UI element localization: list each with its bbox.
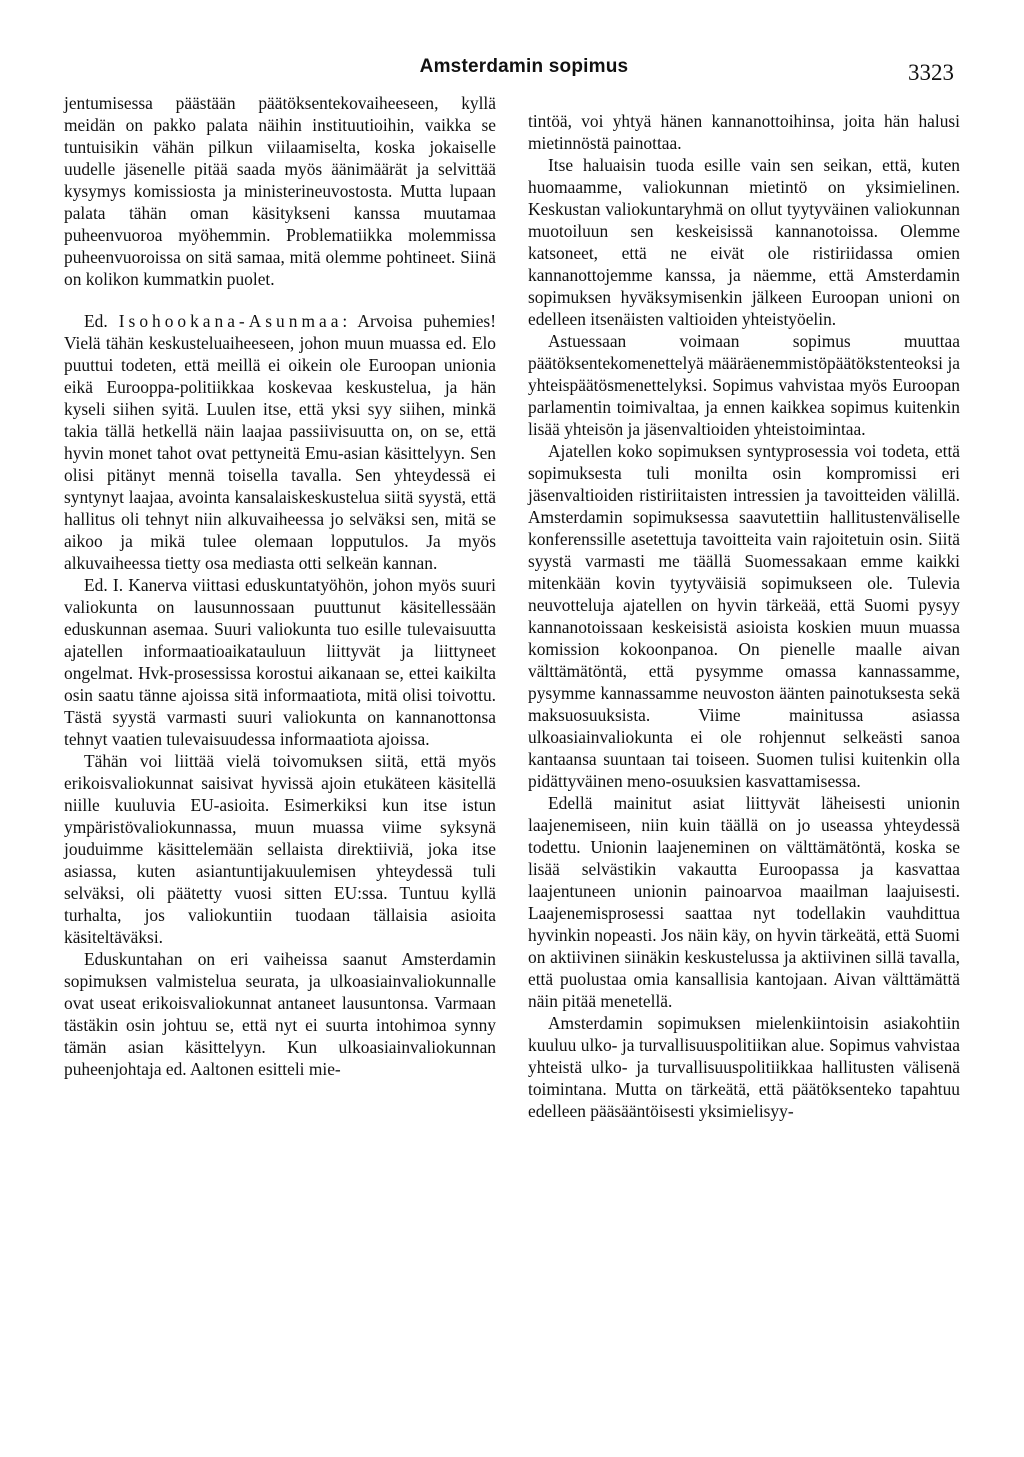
page-number: 3323 <box>908 60 954 85</box>
right-column <box>528 110 960 1122</box>
paragraph: tintöä, voi yhtyä hänen kannanottoihinsa, joita hän halusi mietinnöstä painottaa. <box>528 111 960 153</box>
paragraph: Edellä mainitut asiat liittyvät läheisesti unionin laajenemiseen, niin kuin täällä on jo useassa yhteydessä todettu. Unionin laajeneminen on välttämätöntä, koska se lisää selvästikin vakautta Euroopassa ja kasvattaa laajentuneen unionin painoarvoa maailman laajuisesti. Laajenemisprosessi saattaa nyt todellakin vauhdittua hyvinkin nopeasti. Jos näin käy, on hyvin tärkeätä, että Suomi on aktiivinen siinäkin keskustelussa ja aktiivinen sillä tavalla, että puolustaa omia kansallisia kantojaan. Aivan välttämättä näin pitää menetellä. <box>528 793 960 1011</box>
paragraph: Astuessaan voimaan sopimus muuttaa päätöksentekomenettelyä määräenemmistöpäätökstenteoksi ja yhteispäätösmenettelyksi. Sopimus vahvistaa myös Euroopan parlamentin toimivaltaa, ja ennen kaikkea sopimus kuitenkin lisää yhteisön ja jäsenvaltioiden yhteistoimintaa. <box>528 331 960 439</box>
paragraph: Amsterdamin sopimuksen mielenkiintoisin asiakohtiin kuuluu ulko- ja turvallisuuspolitiikan alue. Sopimus vahvistaa yhteistä ulko- ja turvallisuuspolitiikkaa hallitusten välisenä toimintana. Mutta on tärkeätä, että päätöksenteko tapahtuu edelleen pääsääntöisesti yksimielisyy- <box>528 1013 960 1121</box>
paragraph: Tähän voi liittää vielä toivomuksen siitä, että myös erikoisvaliokunnat saisivat hyvissä ajoin etukäteen käsitellä niille kuuluvia EU-asioita. Esimerkiksi kun itse istun ympäristövaliokunnassa, muun muassa viime syksynä jouduimme käsittelemään sellaista direktiiviä, joka itse asiassa, kuten asiantuntijakuulemisen yhteydessä tuli selväksi, oli päätetty vuosi sitten EU:ssa. Tuntuu kyllä turhalta, jos valiokuntiin tuodaan tällaisia asioita käsiteltäväksi. <box>64 751 496 947</box>
paragraph: Itse haluaisin tuoda esille vain sen seikan, että, kuten huomaamme, valiokunnan mietintö on yksimielinen. Keskustan valiokuntaryhmä on ollut tyytyväinen valiokunnan muotoiluun sen keskeisissä kannanotoissa. Olemme katsoneet, että ne eivät ole ristiriidassa omien kannanottojemme kanssa, ja näemme, että Amsterdamin sopimuksen hyväksymisenkin jälkeen Euroopan unioni on edelleen itsenäisten valtioiden yhteistyöelin. <box>528 155 960 329</box>
paragraph: Eduskuntahan on eri vaiheissa saanut Amsterdamin sopimuksen valmistelua seurata, ja ulkoasiainvaliokunnalle ovat useat erikoisvaliokunnat antaneet lausuntonsa. Varmaan tästäkin osin johtuu se, että nyt ei suurta intohimoa synny tämän asian käsittelyyn. Kun ulkoasiainvaliokunnan puheenjohtaja ed. Aaltonen esitteli mie- <box>64 949 496 1079</box>
speaker-prefix: Ed. <box>84 311 119 331</box>
speaker-paragraph <box>64 310 496 574</box>
speech-text: : Arvoisa puhemies! Vielä tähän keskusteluaiheeseen, johon muun muassa ed. Elo puuttui todeten, että meillä ei oikein ole Euroopan unionia eikä Eurooppa-politiikkaa koskevaa keskustelua, ja hän kyseli siihen syitä. Luulen itse, että yksi syy siihen, minkä takia tällä hetkellä näin laajaa passiivisuutta on, on se, että hyvin monet tahot ovat pettyneitä Emu-asian käsittelyyn. Sen olisi pitänyt mennä toisella tavalla. Sen yhteydessä ei syntynyt laajaa, avointa kansalaiskeskustelua siitä syystä, että hallitus oli tehnyt niin alkuvaiheessa jo selväksi sen, mitä se aikoo ja mikä tulee olemaan lopputulos. Ja myös alkuvaiheessa tietty osa mediasta otti selkeän kannan. <box>64 311 496 573</box>
left-column <box>64 92 496 1080</box>
running-title: Amsterdamin sopimus <box>419 56 629 77</box>
paragraph: Ed. I. Kanerva viittasi eduskuntatyöhön, johon myös suuri valiokunta on lausunnossaan puuttunut käsitellessään eduskunnan asemaa. Suuri valiokunta tuo esille tulevaisuutta ajatellen informaatioaikatauluun liittyvät ja liittyneet ongelmat. Hvk-prosessissa korostui aikanaan se, ettei kaikilta osin saatu tänne ajoissa sitä informaatiota, mitä olisi toivottu. Tästä syystä varmasti suuri valiokunta on kannanottonsa tehnyt vaatien tulevaisuudessa informaatiota ajoissa. <box>64 575 496 749</box>
paragraph: jentumisessa päästään päätöksentekovaiheeseen, kyllä meidän on pakko palata näihin instituutioihin, vaikka se tuntuisikin vähän pilkun viilaamiselta, koska jokaiselle uudelle jäsenelle pitää saada myös äänimäärät ja selvittää kysymys komissiosta ja ministerineuvostosta. Mutta lupaan palata tähän oman käsitykseni kanssa muutamaa puheenvuoroa myöhemmin. Problematiikka molemmissa puheenvuoroissa on sitä samaa, mitä olemme pohtineet. Siinä on kolikon kummatkin puolet. <box>64 93 496 289</box>
paragraph: Ajatellen koko sopimuksen syntyprosessia voi todeta, että sopimuksesta tuli monilta osin kompromissi eri jäsenvaltioiden ristiriitaisten intressien ja tavoitteiden välillä. Amsterdamin sopimuksessa saavutettiin hallitustenväliselle konferenssille asetettuja tavoitteita vain rajoitetuin osin. Siitä syystä varmasti me täällä Suomessakaan emme kaikki mitenkään kovin tyytyväisiä sopimukseen ole. Tulevia neuvotteluja ajatellen on hyvin tärkeää, että Suomi pysyy kannanotoissaan keskeisistä asioista koskien muun muassa komission kokoonpanoa. On pienelle maalle aivan välttämätöntä, että pysymme omassa kannassamme, pysymme kannassamme neuvoston äänten painotuksesta sekä maksuosuuksista. Viime mainitussa asiassa ulkoasiainvaliokunta ei ole rohjennut selkeästi sanoa kantaansa suuntaan tai toiseen. Suomen tulisi kuitenkin olla pidättyväinen meno-osuuksien kasvattamisessa. <box>528 441 960 791</box>
speaker-name: Isohookana-Asunmaa <box>118 311 343 331</box>
